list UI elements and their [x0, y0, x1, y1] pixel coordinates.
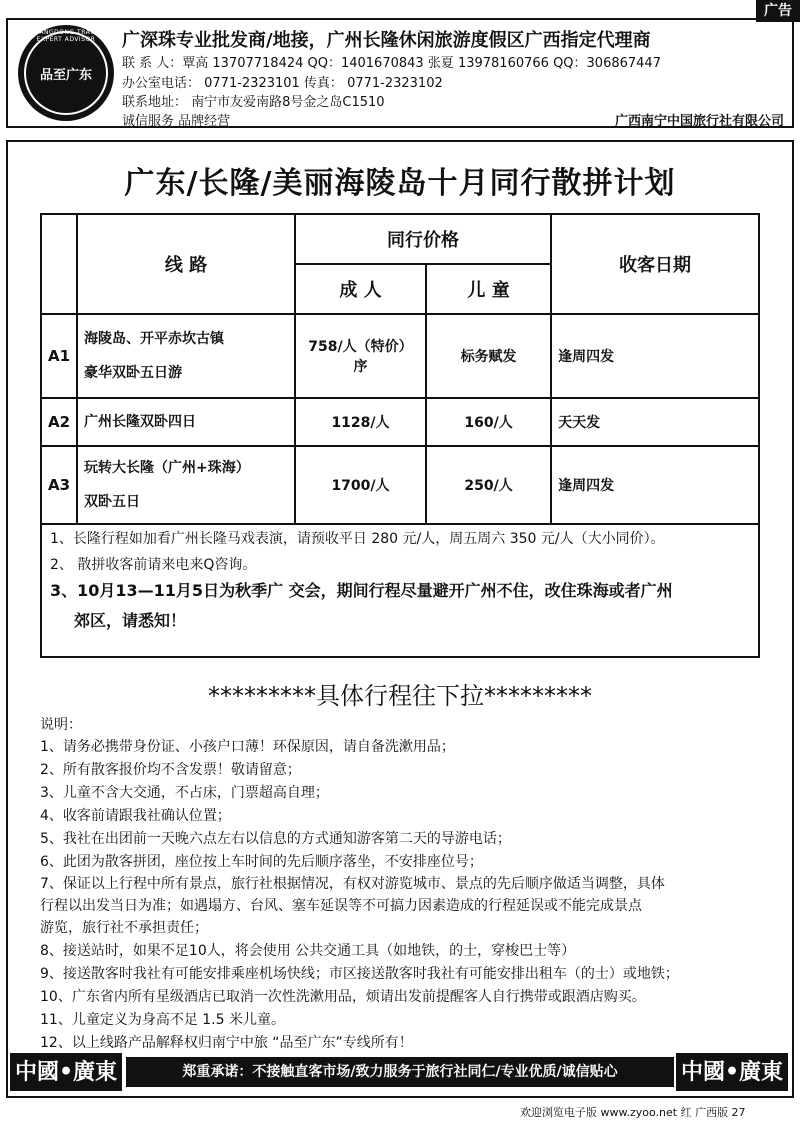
desc-item: 12、以上线路产品解释权归南宁中旅 “品至广东”专线所有！: [40, 1035, 413, 1051]
row-code: A1: [41, 314, 77, 398]
header-slogan: 诚信服务 品牌经营: [122, 114, 231, 129]
logo-ring: [24, 31, 108, 115]
logo-name: 品至广东: [39, 67, 92, 83]
logo-ring-text: GUANGDONG TRAVEL EXPERT ADVISOR: [29, 29, 103, 43]
header-adult: 成 人: [295, 264, 426, 314]
row-child-price: 标务赋发: [426, 314, 551, 398]
row-child-price: 250/人: [426, 446, 551, 524]
desc-item: 3、儿童不含大交通，不占床，门票超高自理；: [40, 785, 329, 801]
header-office: 办公室电话： 0771-2323101 传真： 0771-2323102: [122, 76, 443, 91]
footer-promise: 郑重承诺：不接触直客市场/致力服务于旅行社同仁/专业优质/诚信贴心: [126, 1057, 674, 1087]
row-route: [77, 398, 295, 446]
desc-item: 4、收客前请跟我社确认位置；: [40, 808, 231, 824]
page-title: 广东/长隆/美丽海陵岛十月同行散拼计划: [124, 166, 676, 201]
row-route: [77, 446, 295, 524]
row-adult-price: 758/人（特价）序: [295, 314, 426, 398]
row-code: A3: [41, 446, 77, 524]
row-date: 逢周四发: [551, 446, 759, 524]
notes-box: [40, 522, 760, 658]
header-date: 收客日期: [551, 214, 759, 314]
table-row: [41, 398, 759, 446]
pull-down-banner: *********具体行程往下拉*********: [208, 682, 592, 710]
table-row: [41, 446, 759, 524]
desc-item: 1、请务必携带身份证、小孩户口薄！环保原因，请自备洗漱用品；: [40, 739, 455, 755]
page-footer: 欢迎浏览电子版 www.zyoo.net 红 广西版 27: [520, 1106, 746, 1119]
desc-item: 5、我社在出团前一天晚六点左右以信息的方式通知游客第二天的导游电话；: [40, 831, 511, 847]
logo: [18, 25, 114, 121]
header-child: 儿 童: [426, 264, 551, 314]
note-item: 3、10月13—11月5日为秋季广 交会，期间行程尽量避开广州不住，改住珠海或者广州: [50, 581, 673, 600]
header-headline: 广深珠专业批发商/地接，广州长隆休闲旅游度假区广西指定代理商: [122, 30, 651, 51]
header-contacts: 联 系 人：覃高 13707718424 QQ：1401670843 张夏 13978160766 QQ：306867447: [122, 56, 661, 71]
row-child-price: 160/人: [426, 398, 551, 446]
header-price: 同行价格: [295, 214, 551, 264]
desc-item: 行程以出发当日为准；如遇塌方、台风、塞车延误等不可搞力因素造成的行程延误或不能完成景点: [40, 898, 642, 914]
note-item: 郊区，请悉知！: [74, 611, 187, 630]
note-item: 1、长隆行程如加看广州长隆马戏表演，请预收平日 280 元/人，周五周六 350 元/人（大小同价）。: [50, 531, 665, 547]
footer-left-badge: 中國•廣東: [10, 1053, 122, 1091]
desc-item: 7、保证以上行程中所有景点，旅行社根据情况，有权对游览城市、景点的先后顺序做适当调整，具体: [40, 876, 665, 892]
desc-item: 6、此团为散客拼团，座位按上车时间的先后顺序落坐，不安排座位号；: [40, 854, 483, 870]
row-route-line2: 豪华双卧五日游: [84, 365, 183, 381]
row-route-line2: 双卧五日: [84, 494, 141, 510]
note-item: 2、 散拼收客前请来电来Q咨询。: [50, 557, 257, 573]
company-name: 广西南宁中国旅行社有限公司: [614, 114, 784, 129]
desc-item: 8、接送站时，如果不足10人，将会使用 公共交通工具（如地铁，的士，穿梭巴士等）: [40, 943, 576, 959]
plan-table: [40, 213, 760, 525]
header-address: 联系地址： 南宁市友爱南路8号金之岛C1510: [122, 95, 385, 110]
table-row: [41, 314, 759, 398]
desc-item: 10、广东省内所有星级酒店已取消一次性洗漱用品，烦请出发前提醒客人自行携带或跟酒店购买。: [40, 989, 646, 1005]
row-date: 逢周四发: [551, 314, 759, 398]
footer-right-badge: 中國•廣東: [676, 1053, 788, 1091]
row-date: 天天发: [551, 398, 759, 446]
header-route: 线 路: [77, 214, 295, 314]
ad-tag: 广告: [756, 0, 800, 22]
row-adult-price: 1700/人: [295, 446, 426, 524]
desc-heading: 说明：: [40, 717, 82, 733]
row-route-line1: 广州长隆双卧四日: [84, 414, 197, 430]
desc-item: 游览，旅行社不承担责任；: [40, 920, 208, 936]
row-route-line1: 玩转大长隆（广州+珠海）: [84, 460, 250, 476]
table-corner: [41, 214, 77, 314]
row-route-line1: 海陵岛、开平赤坎古镇: [84, 331, 225, 347]
desc-item: 11、儿童定义为身高不足 1.5 米儿童。: [40, 1012, 285, 1028]
row-code: A2: [41, 398, 77, 446]
desc-item: 2、所有散客报价均不含发票！敬请留意；: [40, 762, 301, 778]
row-adult-price: 1128/人: [295, 398, 426, 446]
row-route: [77, 314, 295, 398]
desc-item: 9、接送散客时我社有可能安排乘座机场快线；市区接送散客时我社有可能安排出租车（的士）或地铁；: [40, 966, 679, 982]
